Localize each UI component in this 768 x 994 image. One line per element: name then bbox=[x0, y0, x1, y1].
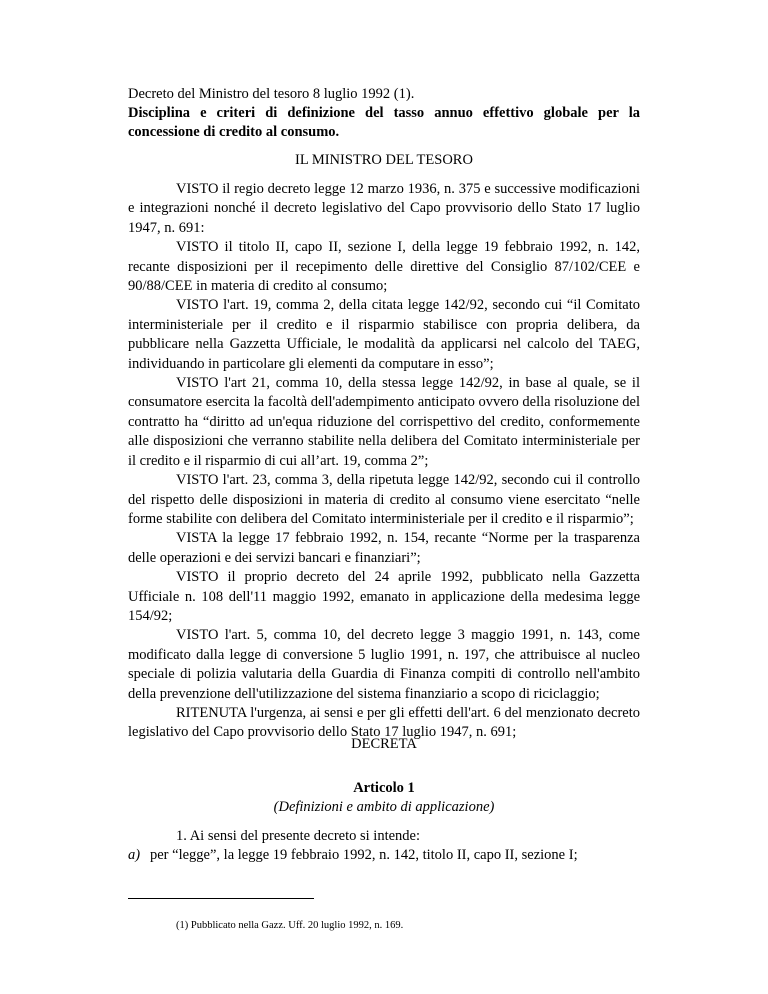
preamble-paragraph: VISTO l'art. 19, comma 2, della citata legge 142/92, secondo cui “il Comitato interministeriale per il credito e il risparmio stabilisce con propria delibera, da pubblicare nella Gazzetta Ufficiale, le modalità da applicarsi nel calcolo del TAEG, individuando in particolare gli elementi da computare in esso”; bbox=[128, 297, 640, 372]
minister-heading: IL MINISTRO DEL TESORO bbox=[295, 152, 473, 168]
preamble-paragraph: RITENUTA l'urgenza, ai sensi e per gli effetti dell'art. 6 del menzionato decreto legislativo del Capo provvisorio dello Stato 17 luglio 1947, n. 691; bbox=[128, 704, 640, 741]
article-intro: 1. Ai sensi del presente decreto si intende: bbox=[176, 828, 421, 844]
preamble-paragraph: VISTA la legge 17 febbraio 1992, n. 154, recante “Norme per la trasparenza delle operazioni e dei servizi bancari e finanziari”; bbox=[128, 530, 640, 566]
preamble-paragraph: VISTO il proprio decreto del 24 aprile 1992, pubblicato nella Gazzetta Ufficiale n. 108 dell'11 maggio 1992, emanato in applicazione della medesima legge 154/92; bbox=[128, 569, 640, 624]
footnote: (1) Pubblicato nella Gazz. Uff. 20 luglio 1992, n. 169. bbox=[176, 919, 404, 931]
preamble-paragraph: VISTO l'art 21, comma 10, della stessa legge 142/92, in base al quale, se il consumatore esercita la facoltà dell'adempimento anticipato ovvero della risoluzione del contratto ha “diritto ad un'equa riduzione del corrispettivo del credito, conformemente alle disposizioni che verranno stabilite nella delibera del Comitato interministeriale per il credito e il risparmio di cui all’art. 19, comma 2”; bbox=[128, 375, 640, 469]
preamble bbox=[128, 180, 640, 743]
clause-a bbox=[128, 846, 648, 865]
clause-a-text: per “legge”, la legge 19 febbraio 1992, n. 142, titolo II, capo II, sezione I; bbox=[150, 847, 578, 863]
article-subtitle: (Definizioni e ambito di applicazione) bbox=[273, 799, 495, 815]
preamble-paragraph: VISTO l'art. 23, comma 3, della ripetuta legge 142/92, secondo cui il controllo del rispetto delle disposizioni in materia di credito al consumo viene esercitato “nelle forme stabilite con delibera del Comitato interministeriale per il credito e il risparmio”; bbox=[128, 472, 640, 527]
decreta-heading: DECRETA bbox=[351, 736, 417, 752]
preamble-paragraph: VISTO il titolo II, capo II, sezione I, della legge 19 febbraio 1992, n. 142, recante disposizioni per il recepimento delle direttive del Consiglio 87/102/CEE e 90/88/CEE in materia di credito al consumo; bbox=[128, 239, 640, 295]
article-title: Articolo 1 bbox=[353, 780, 415, 796]
document-title: Decreto del Ministro del tesoro 8 luglio 1992 (1). bbox=[128, 86, 415, 102]
clause-a-letter: a) bbox=[128, 847, 141, 863]
preamble-paragraph: VISTO il regio decreto legge 12 marzo 1936, n. 375 e successive modificazioni e integrazioni nonché il decreto legislativo del Capo provvisorio dello Stato 17 luglio 1947, n. 691: bbox=[128, 181, 640, 236]
document-subtitle: Disciplina e criteri di definizione del tasso annuo effettivo globale per la concessione di credito al consumo. bbox=[128, 105, 640, 141]
preamble-paragraph: VISTO l'art. 5, comma 10, del decreto legge 3 maggio 1991, n. 143, come modificato dalla legge di conversione 5 luglio 1991, n. 197, che attribuisce al nucleo speciale di polizia valutaria della Guardia di Finanza compiti di controllo nell'ambito della prevenzione dell'utilizzazione del sistema finanziario a scopo di riciclaggio; bbox=[128, 627, 640, 702]
footnote-divider bbox=[128, 898, 314, 899]
